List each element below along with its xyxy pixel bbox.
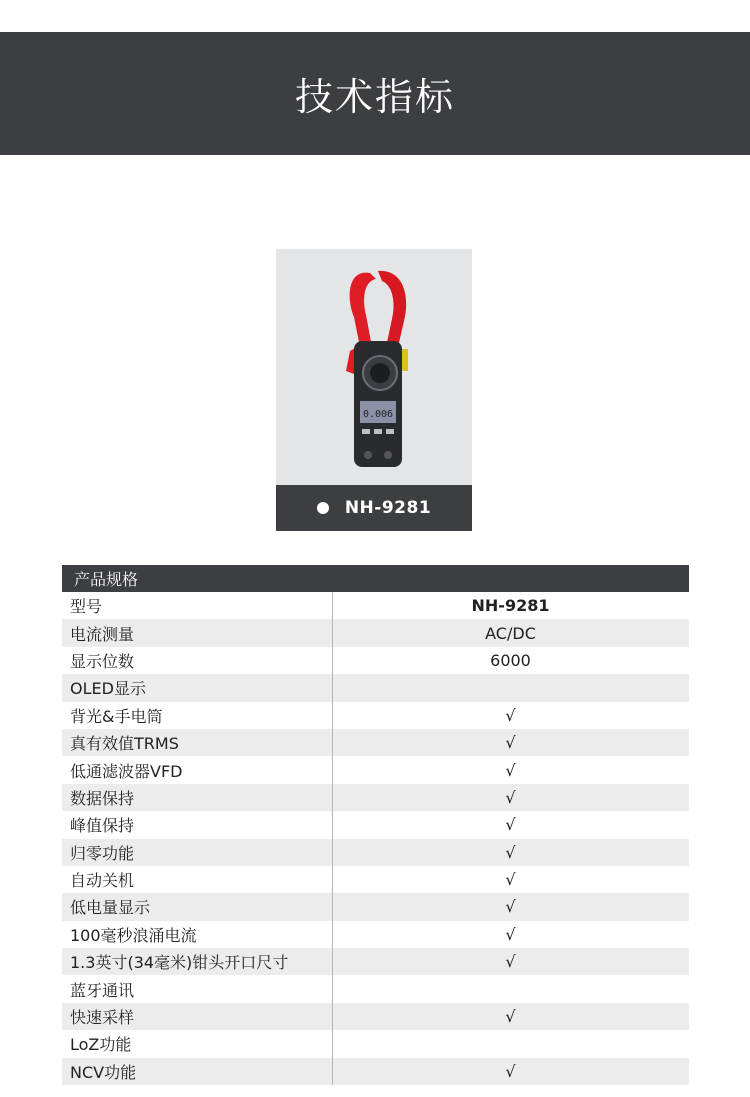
title-banner: [0, 32, 750, 155]
spec-name: 1.3英寸(34毫米)钳头开口尺寸: [70, 953, 289, 973]
bullet-icon: [317, 502, 329, 514]
spec-name: 100毫秒浪涌电流: [70, 925, 197, 945]
table-row: [62, 729, 689, 756]
page-title: 技术指标: [294, 75, 455, 119]
spec-value: √: [505, 733, 516, 753]
table-row: [62, 647, 689, 674]
table-row: [62, 921, 689, 948]
spec-name: OLED显示: [70, 679, 146, 699]
table-row: [62, 592, 689, 619]
spec-name: 数据保持: [70, 788, 135, 808]
spec-table: [62, 565, 689, 1085]
spec-name: NCV功能: [70, 1062, 137, 1082]
table-row: [62, 1030, 689, 1057]
spec-name: 蓝牙通讯: [70, 980, 135, 1000]
model-label: [276, 485, 472, 531]
spec-name: LoZ功能: [70, 1035, 132, 1055]
meter-display-reading: 0.006: [362, 409, 394, 420]
spec-value: NH-9281: [471, 596, 550, 616]
spec-value: √: [505, 952, 516, 972]
table-row: [62, 756, 689, 783]
spec-name: 背光&手电筒: [70, 706, 163, 726]
table-row: [62, 948, 689, 975]
spec-value: √: [505, 1007, 516, 1027]
spec-value: 6000: [490, 650, 531, 670]
spec-name: 真有效值TRMS: [70, 734, 179, 754]
spec-name: 归零功能: [70, 843, 135, 863]
spec-value: √: [505, 1061, 516, 1081]
spec-name: 自动关机: [70, 871, 135, 891]
column-divider: [332, 592, 333, 1085]
spec-value: √: [505, 705, 516, 725]
table-row: [62, 975, 689, 1002]
table-row: [62, 893, 689, 920]
spec-value: √: [505, 815, 516, 835]
table-row: [62, 866, 689, 893]
spec-value: √: [505, 897, 516, 917]
spec-value: √: [505, 787, 516, 807]
table-row: [62, 784, 689, 811]
spec-name: 电流测量: [70, 624, 135, 644]
spec-name: 低通滤波器VFD: [70, 761, 183, 781]
spec-name: 型号: [70, 597, 103, 617]
model-name: NH-9281: [344, 498, 432, 518]
spec-name: 快速采样: [70, 1008, 135, 1028]
spec-value: √: [505, 870, 516, 890]
spec-name: 峰值保持: [70, 816, 135, 836]
clamp-meter-image: [276, 249, 472, 483]
table-row: [62, 619, 689, 646]
spec-name: 低电量显示: [70, 898, 151, 918]
spec-value: √: [505, 842, 516, 862]
spec-value: AC/DC: [485, 623, 536, 643]
table-row: [62, 674, 689, 701]
spec-value: √: [505, 760, 516, 780]
table-row: [62, 839, 689, 866]
table-row: [62, 811, 689, 838]
table-row: [62, 1058, 689, 1085]
table-row: [62, 1003, 689, 1030]
spec-name: 显示位数: [70, 651, 135, 671]
table-row: [62, 702, 689, 729]
spec-table-header: 产品规格: [62, 565, 689, 592]
spec-value: √: [505, 924, 516, 944]
